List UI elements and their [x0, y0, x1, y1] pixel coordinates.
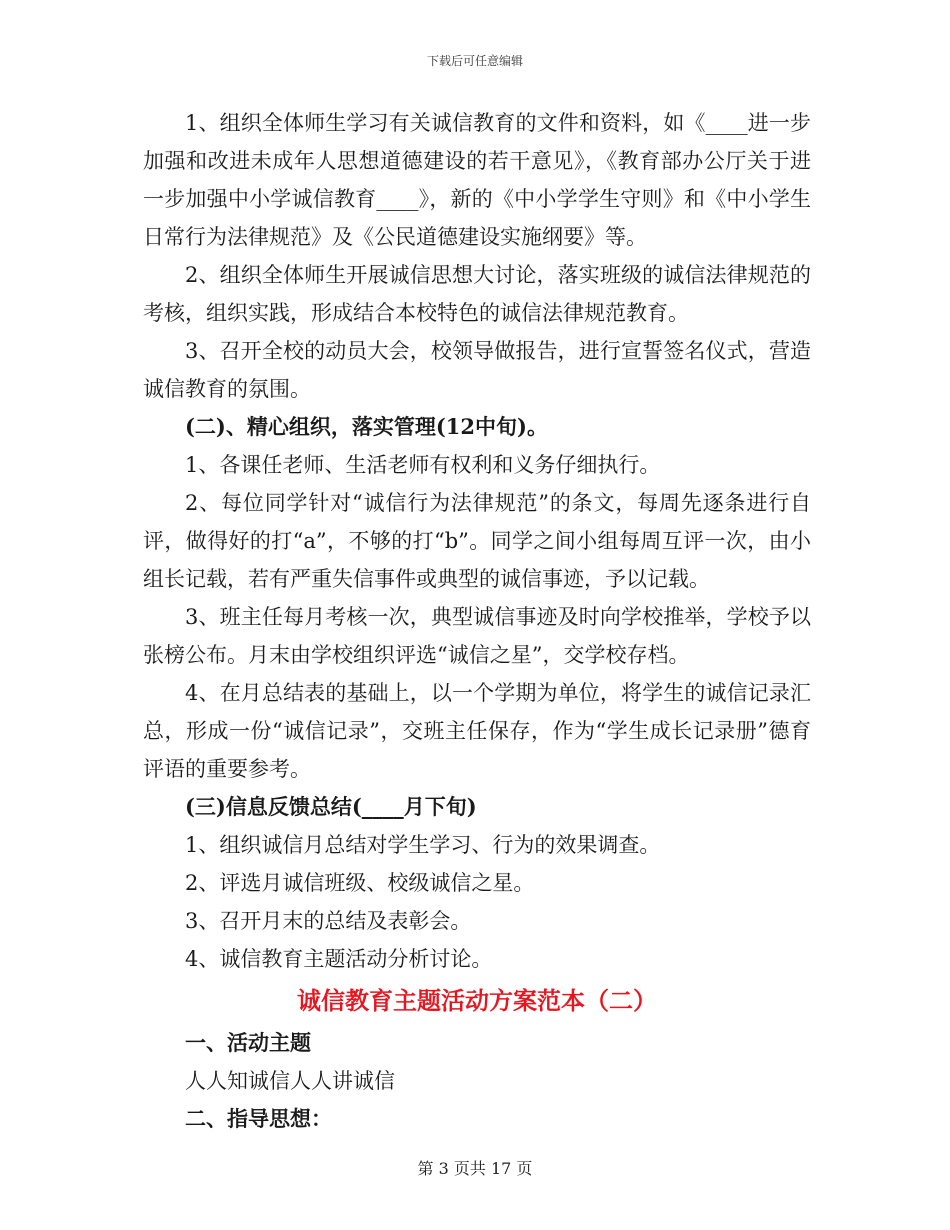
paragraph: 1、组织全体师生学习有关诚信教育的文件和资料，如《____进一步加强和改进未成年人思想道德建设的若干意见》，《教育部办公厅关于进一步加强中小学诚信教育____》，新的《中小学学生守则》和《中小学生日常行为法律规范》及《公民道德建设实施纲要》等。	[143, 111, 811, 249]
subheading: 二、指导思想：	[185, 1106, 332, 1131]
paragraph: 3、班主任每月考核一次，典型诚信事迹及时向学校推举，学校予以张榜公布。月末由学校组织评选“诚信之星”，交学校存档。	[143, 605, 811, 667]
paragraph: 4、在月总结表的基础上，以一个学期为单位，将学生的诚信记录汇总，形成一份“诚信记录”，交班主任保存，作为“学生成长记录册”德育评语的重要参考。	[143, 681, 811, 781]
paragraph: 4、诚信教育主题活动分析讨论。	[185, 947, 493, 971]
paragraph: 1、各课任老师、生活老师有权利和义务仔细执行。	[185, 453, 661, 477]
paragraph: 2、评选月诚信班级、校级诚信之星。	[185, 871, 535, 895]
paragraph: 1、组织诚信月总结对学生学习、行为的效果调查。	[185, 833, 661, 857]
subheading: 一、活动主题	[185, 1030, 311, 1055]
section-heading: (二)、精心组织，落实管理(12中旬)。	[185, 414, 548, 439]
paragraph: 2、每位同学针对“诚信行为法律规范”的条文，每周先逐条进行自评，做得好的打“a”，不够的打“b”。同学之间小组每周互评一次，由小组长记载，若有严重失信事件或典型的诚信事迹，予以记载。	[143, 491, 811, 591]
paragraph: 2、组织全体师生开展诚信思想大讨论，落实班级的诚信法律规范的考核，组织实践，形成结合本校特色的诚信法律规范教育。	[143, 263, 811, 325]
page-number: 第 3 页共 17 页	[417, 1159, 533, 1178]
section-heading: (三)信息反馈总结(____月下旬)	[185, 794, 477, 819]
paragraph: 3、召开全校的动员大会，校领导做报告，进行宣誓签名仪式，营造诚信教育的氛围。	[143, 339, 811, 401]
paragraph: 人人知诚信人人讲诚信	[185, 1069, 395, 1093]
document-title: 诚信教育主题活动方案范本（二）	[297, 986, 657, 1015]
paragraph: 3、召开月末的总结及表彰会。	[185, 909, 472, 933]
document-body	[143, 104, 811, 1138]
header-note: 下载后可任意编辑	[426, 54, 523, 68]
